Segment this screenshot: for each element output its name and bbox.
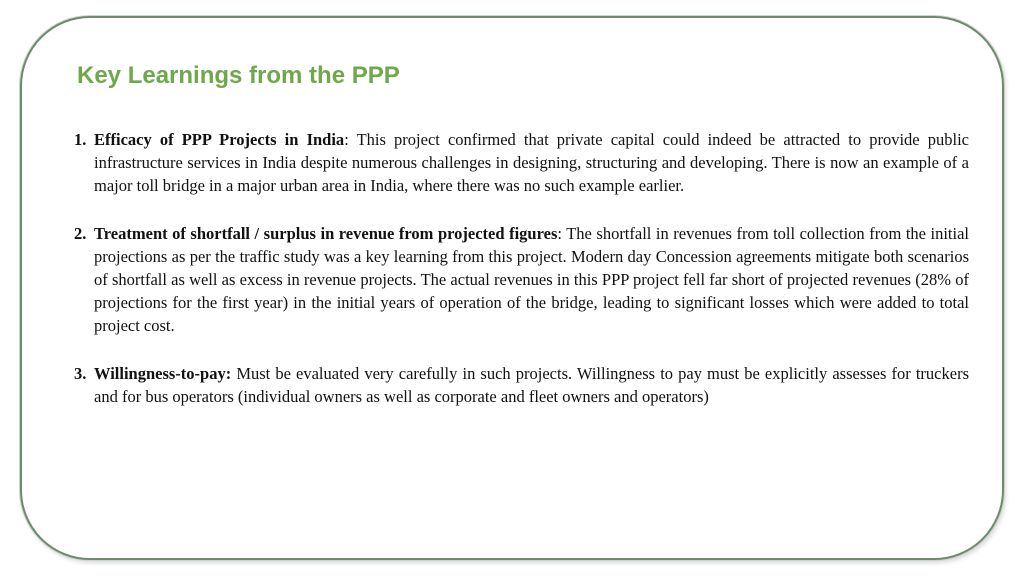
item-text bbox=[94, 222, 969, 338]
item-body: This project confirmed that private capital could indeed be attracted to provide public infrastructure services in India despite numerous challenges in designing, structuring and developing. There is now an example of a major toll bridge in a major urban area in India, where there was no such example earlier. bbox=[94, 130, 969, 196]
item-heading: Willingness-to-pay: bbox=[94, 363, 232, 383]
item-body: Must be evaluated very carefully in such projects. Willingness to pay must be explicitly assesses for truckers and for bus operators (individual owners as well as corporate and fleet owners and operators) bbox=[94, 363, 969, 406]
item-number: 2. bbox=[74, 223, 87, 243]
item-text bbox=[94, 128, 969, 198]
item-body: The shortfall in revenues from toll collection from the initial projections as per the traffic study was a key learning from this project. Modern day Concession agreements mitigate both scenarios of shortfall as well as excess in revenue projects. The actual revenues in this PPP project fell far short of projected revenues (28% of projections for the first year) in the initial years of operation of the bridge, leading to significant losses which were added to total project cost. bbox=[94, 223, 970, 336]
item-heading: Efficacy of PPP Projects in India bbox=[94, 130, 345, 149]
list-item-efficacy bbox=[74, 128, 969, 198]
item-heading: Treatment of shortfall / surplus in revenue from projected figures bbox=[94, 223, 558, 243]
list-item-revenue-shortfall bbox=[74, 222, 969, 338]
item-text bbox=[94, 362, 969, 408]
list-item-willingness-to-pay bbox=[74, 362, 969, 408]
item-separator: : bbox=[344, 130, 349, 149]
item-number: 3. bbox=[74, 363, 87, 383]
item-number: 1. bbox=[74, 130, 87, 149]
slide-title: Key Learnings from the PPP bbox=[77, 62, 400, 89]
learnings-list bbox=[74, 128, 969, 432]
item-separator: : bbox=[557, 223, 562, 243]
